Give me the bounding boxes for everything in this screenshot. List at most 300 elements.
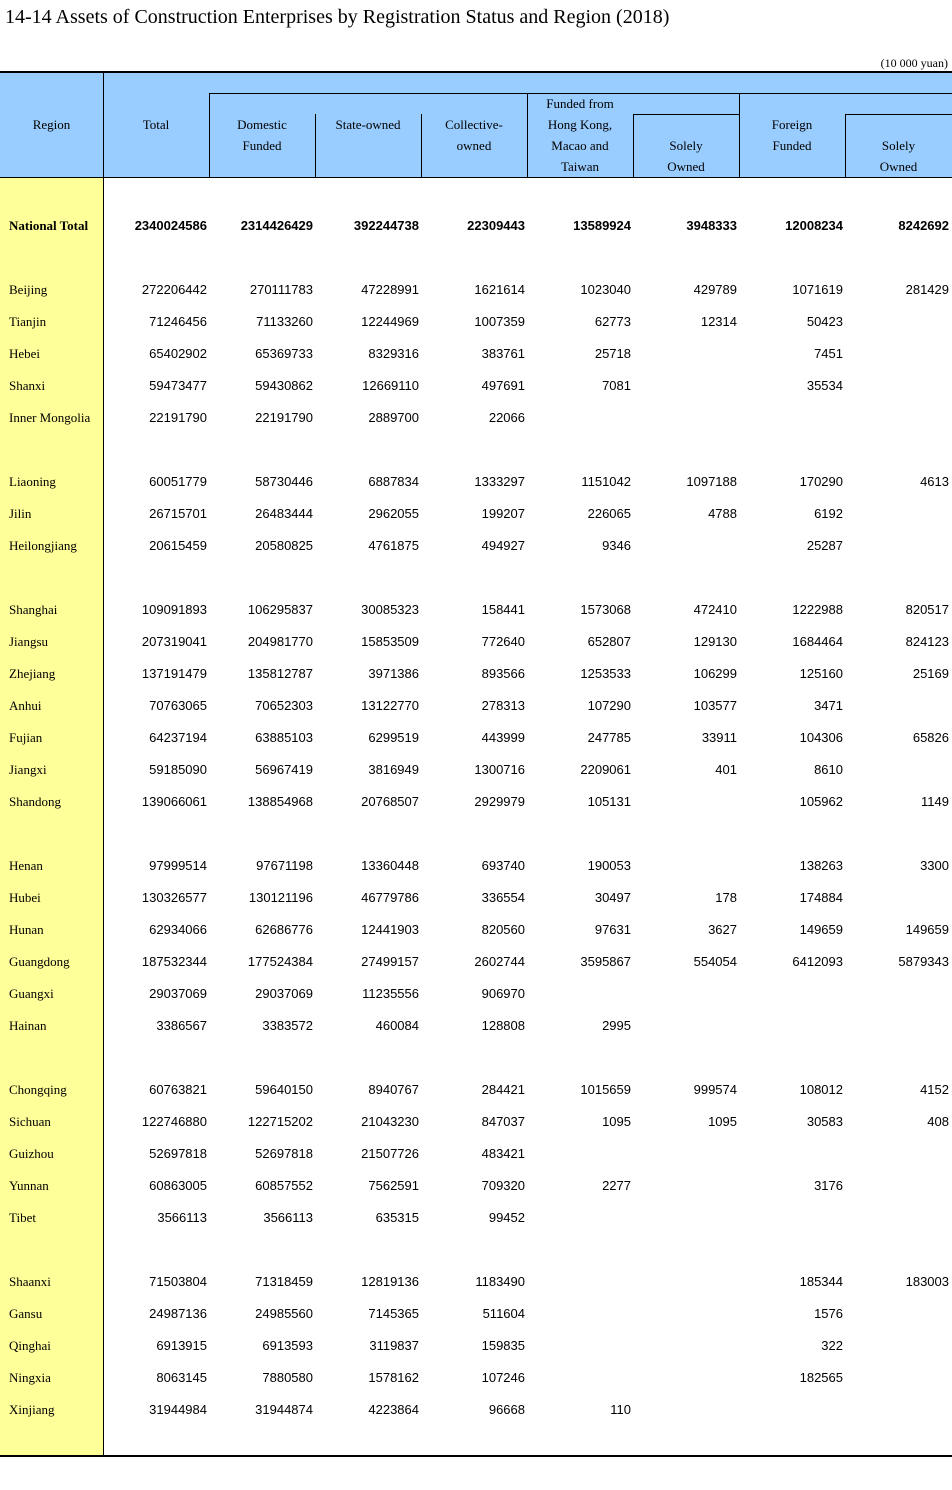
table-row (0, 216, 952, 236)
row-value: 31944984 (149, 1402, 207, 1417)
row-value: 999574 (693, 1082, 737, 1097)
row-value: 893566 (481, 666, 525, 681)
row-value: 107290 (587, 698, 631, 713)
row-value: 59430862 (255, 378, 313, 393)
row-value: 60857552 (255, 1178, 313, 1193)
row-value: 6192 (814, 506, 843, 521)
header-text: Foreign (771, 117, 813, 132)
row-value: 2602744 (474, 954, 525, 969)
row-value: 3627 (708, 922, 737, 937)
row-region: Zhejiang (9, 666, 56, 681)
header-text: Macao and (551, 138, 609, 153)
table-row (0, 1112, 952, 1132)
header-solely-owned-foreign (845, 135, 952, 177)
row-value: 60863005 (149, 1178, 207, 1193)
table-row (0, 1368, 952, 1388)
row-value: 3176 (814, 1178, 843, 1193)
table-row (0, 600, 952, 620)
row-value: 12441903 (361, 922, 419, 937)
table-row (0, 1336, 952, 1356)
table-row (0, 1016, 952, 1036)
row-region: Liaoning (9, 474, 56, 489)
row-value: 21043230 (361, 1114, 419, 1129)
table-row (0, 728, 952, 748)
row-value: 29037069 (255, 986, 313, 1001)
row-value: 3971386 (368, 666, 419, 681)
table-row (0, 536, 952, 556)
header-text: Owned (879, 159, 918, 174)
row-value: 6913593 (262, 1338, 313, 1353)
row-value: 278313 (481, 698, 525, 713)
table-row (0, 632, 952, 652)
row-value: 8329316 (368, 346, 419, 361)
row-region: Jiangsu (9, 634, 48, 649)
row-value: 159835 (481, 1338, 525, 1353)
header-foreign (739, 114, 845, 156)
row-value: 50423 (806, 314, 843, 329)
row-value: 105962 (799, 794, 843, 809)
row-value: 13589924 (573, 218, 631, 233)
row-region: Gansu (9, 1306, 43, 1321)
row-value: 59640150 (255, 1082, 313, 1097)
row-region: Shanxi (9, 378, 46, 393)
row-value: 772640 (481, 634, 525, 649)
table-title: 14-14 Assets of Construction Enterprises by Registration Status and Region (2018) (5, 6, 670, 28)
row-value: 7562591 (368, 1178, 419, 1193)
row-value: 138263 (799, 858, 843, 873)
row-value: 46779786 (361, 890, 419, 905)
row-value: 52697818 (255, 1146, 313, 1161)
table-row (0, 344, 952, 364)
row-value: 183003 (905, 1274, 949, 1289)
row-value: 1573068 (580, 602, 631, 617)
row-region: Xinjiang (9, 1402, 55, 1417)
row-value: 103577 (693, 698, 737, 713)
row-region: Jilin (9, 506, 32, 521)
row-value: 59473477 (149, 378, 207, 393)
header-text: Hong Kong, (547, 117, 613, 132)
row-value: 12008234 (785, 218, 843, 233)
row-region: Ningxia (9, 1370, 51, 1385)
row-value: 27499157 (361, 954, 419, 969)
row-value: 3386567 (156, 1018, 207, 1033)
row-value: 1576 (814, 1306, 843, 1321)
row-region: Qinghai (9, 1338, 51, 1353)
header-domestic (209, 114, 315, 156)
row-value: 130121196 (248, 890, 313, 905)
row-value: 1300716 (474, 762, 525, 777)
header-text: Solely (881, 138, 916, 153)
row-value: 483421 (481, 1146, 525, 1161)
row-region: Heilongjiang (9, 538, 77, 553)
row-value: 31944874 (255, 1402, 313, 1417)
row-value: 130326577 (141, 890, 207, 905)
header-text: Solely (669, 138, 703, 153)
row-value: 272206442 (141, 282, 207, 297)
row-value: 429789 (693, 282, 737, 297)
row-value: 97999514 (149, 858, 207, 873)
row-value: 3566113 (263, 1210, 313, 1225)
row-value: 472410 (693, 602, 737, 617)
row-value: 1023040 (580, 282, 631, 297)
row-value: 70652303 (255, 698, 313, 713)
row-value: 30583 (806, 1114, 843, 1129)
row-value: 3566113 (157, 1210, 207, 1225)
row-value: 62773 (594, 314, 631, 329)
row-value: 3595867 (580, 954, 631, 969)
row-value: 460084 (375, 1018, 419, 1033)
row-value: 8610 (814, 762, 843, 777)
row-value: 8242692 (898, 218, 949, 233)
table-row (0, 888, 952, 908)
table-row (0, 376, 952, 396)
row-value: 26715701 (149, 506, 207, 521)
row-value: 322 (821, 1338, 843, 1353)
table-row (0, 1176, 952, 1196)
row-value: 13122770 (361, 698, 419, 713)
row-region: Inner Mongolia (9, 410, 91, 425)
row-value: 2277 (602, 1178, 631, 1193)
row-value: 105131 (587, 794, 631, 809)
row-value: 11235556 (362, 986, 419, 1001)
row-value: 2962055 (368, 506, 419, 521)
row-region: Hebei (9, 346, 41, 361)
row-value: 177524384 (247, 954, 313, 969)
row-value: 12314 (700, 314, 737, 329)
table-row (0, 1144, 952, 1164)
row-region: Tibet (9, 1210, 36, 1225)
row-region: Anhui (9, 698, 42, 713)
header-solely-owned-hmt (633, 135, 739, 177)
row-value: 1149 (921, 794, 949, 809)
row-value: 65826 (912, 730, 949, 745)
table-row (0, 472, 952, 492)
row-value: 3300 (920, 858, 949, 873)
row-region: Hunan (9, 922, 44, 937)
header-text: Domestic (237, 117, 287, 132)
row-region: Sichuan (9, 1114, 51, 1129)
table-row (0, 760, 952, 780)
row-value: 7081 (602, 378, 631, 393)
header-text: Funded from (546, 96, 614, 111)
row-value: 71246456 (149, 314, 207, 329)
row-value: 70763065 (149, 698, 207, 713)
row-region: Shandong (9, 794, 61, 809)
row-value: 443999 (481, 730, 525, 745)
row-value: 635315 (375, 1210, 419, 1225)
row-value: 336554 (481, 890, 525, 905)
table-row (0, 280, 952, 300)
row-value: 207319041 (141, 634, 207, 649)
row-value: 137191479 (141, 666, 207, 681)
row-value: 7145365 (368, 1306, 419, 1321)
row-value: 185344 (799, 1274, 843, 1289)
row-value: 125160 (799, 666, 843, 681)
row-value: 554054 (693, 954, 737, 969)
header-state-owned (315, 114, 421, 135)
row-value: 6299519 (368, 730, 419, 745)
row-value: 847037 (481, 1114, 525, 1129)
row-value: 4788 (708, 506, 737, 521)
row-value: 30497 (594, 890, 631, 905)
row-value: 401 (715, 762, 737, 777)
row-value: 511604 (482, 1306, 525, 1321)
row-value: 408 (927, 1114, 949, 1129)
row-value: 1621614 (474, 282, 525, 297)
row-region: Yunnan (9, 1178, 49, 1193)
header-text: Region (32, 117, 71, 132)
divider (845, 114, 952, 115)
row-value: 1578162 (368, 1370, 419, 1385)
table-row (0, 664, 952, 684)
row-value: 182565 (799, 1370, 843, 1385)
row-value: 25718 (594, 346, 631, 361)
row-value: 3816949 (368, 762, 419, 777)
row-value: 8940767 (368, 1082, 419, 1097)
table-row (0, 696, 952, 716)
table-row (0, 1208, 952, 1228)
row-value: 1333297 (474, 474, 525, 489)
row-region: Shaanxi (9, 1274, 51, 1289)
row-value: 1071619 (792, 282, 843, 297)
row-value: 149659 (799, 922, 843, 937)
row-value: 22191790 (149, 410, 207, 425)
row-value: 1684464 (792, 634, 843, 649)
table-row (0, 984, 952, 1004)
row-value: 6913915 (156, 1338, 207, 1353)
row-value: 1095 (708, 1114, 737, 1129)
row-value: 820560 (481, 922, 525, 937)
row-value: 60051779 (149, 474, 207, 489)
row-value: 284421 (481, 1082, 525, 1097)
row-value: 139066061 (141, 794, 207, 809)
row-value: 4613 (920, 474, 949, 489)
header-text: Owned (667, 159, 705, 174)
row-value: 107246 (481, 1370, 525, 1385)
header-text: owned (456, 138, 492, 153)
row-value: 47228991 (361, 282, 419, 297)
row-value: 29037069 (149, 986, 207, 1001)
row-value: 52697818 (149, 1146, 207, 1161)
header-total (103, 114, 209, 135)
row-value: 7880580 (262, 1370, 313, 1385)
row-value: 1151042 (581, 474, 631, 489)
row-value: 71318459 (255, 1274, 313, 1289)
row-value: 26483444 (255, 506, 313, 521)
row-value: 24987136 (149, 1306, 207, 1321)
row-value: 1222988 (792, 602, 843, 617)
row-region: Guangdong (9, 954, 70, 969)
header-text: Funded (242, 138, 282, 153)
row-value: 20768507 (361, 794, 419, 809)
row-value: 693740 (481, 858, 525, 873)
row-region: Jiangxi (9, 762, 47, 777)
row-value: 1015659 (580, 1082, 631, 1097)
row-value: 65402902 (149, 346, 207, 361)
row-value: 12244969 (361, 314, 419, 329)
row-value: 190053 (587, 858, 631, 873)
row-value: 106299 (693, 666, 737, 681)
row-value: 108012 (799, 1082, 843, 1097)
row-value: 1253533 (580, 666, 631, 681)
row-value: 2314426429 (240, 218, 313, 233)
row-value: 110 (610, 1402, 631, 1417)
row-value: 906970 (481, 986, 525, 1001)
row-value: 226065 (587, 506, 631, 521)
unit-label: (10 000 yuan) (880, 56, 948, 70)
row-value: 129130 (693, 634, 737, 649)
row-value: 2340024586 (134, 218, 207, 233)
table-row (0, 408, 952, 428)
row-value: 178 (715, 890, 737, 905)
row-value: 1097188 (686, 474, 737, 489)
row-value: 497691 (481, 378, 525, 393)
row-region: Shanghai (9, 602, 58, 617)
row-value: 170290 (799, 474, 843, 489)
row-region: Fujian (9, 730, 43, 745)
header-text: Total (142, 117, 170, 132)
row-value: 158441 (481, 602, 525, 617)
header-region (0, 114, 103, 135)
row-value: 3119837 (369, 1338, 419, 1353)
row-value: 20580825 (255, 538, 313, 553)
row-region: Tianjin (9, 314, 47, 329)
row-value: 392244738 (353, 218, 419, 233)
row-value: 247785 (587, 730, 631, 745)
row-value: 62934066 (149, 922, 207, 937)
row-value: 4223864 (368, 1402, 419, 1417)
row-region: Beijing (9, 282, 48, 297)
table-row (0, 952, 952, 972)
header-text: Taiwan (560, 159, 600, 174)
header-collective (421, 114, 527, 156)
row-value: 6887834 (368, 474, 419, 489)
row-value: 96668 (488, 1402, 525, 1417)
row-value: 62686776 (255, 922, 313, 937)
row-value: 824123 (905, 634, 949, 649)
row-value: 25169 (912, 666, 949, 681)
row-value: 281429 (905, 282, 949, 297)
row-value: 6412093 (792, 954, 843, 969)
row-value: 122746880 (141, 1114, 207, 1129)
row-value: 8063145 (156, 1370, 207, 1385)
table-row (0, 1272, 952, 1292)
row-value: 383761 (481, 346, 525, 361)
row-value: 22066 (488, 410, 525, 425)
row-region: Chongqing (9, 1082, 67, 1097)
row-value: 2929979 (474, 794, 525, 809)
row-value: 2995 (602, 1018, 631, 1033)
row-region: Guizhou (9, 1146, 54, 1161)
row-value: 33911 (701, 730, 737, 745)
divider (0, 177, 952, 178)
table-row (0, 1080, 952, 1100)
row-value: 4761875 (368, 538, 419, 553)
row-value: 820517 (905, 602, 949, 617)
row-value: 15853509 (361, 634, 419, 649)
row-value: 122715202 (247, 1114, 313, 1129)
row-value: 71503804 (149, 1274, 207, 1289)
row-value: 204981770 (247, 634, 313, 649)
row-value: 135812787 (247, 666, 313, 681)
row-value: 22191790 (255, 410, 313, 425)
row-value: 64237194 (149, 730, 207, 745)
row-value: 4152 (920, 1082, 949, 1097)
row-value: 1095 (602, 1114, 631, 1129)
row-value: 99452 (488, 1210, 525, 1225)
row-value: 9346 (602, 538, 631, 553)
row-value: 65369733 (255, 346, 313, 361)
row-value: 7451 (814, 346, 843, 361)
header-text: State-owned (335, 117, 401, 132)
row-value: 174884 (799, 890, 843, 905)
row-region: Hubei (9, 890, 41, 905)
table-row (0, 920, 952, 940)
row-value: 97671198 (256, 858, 313, 873)
row-value: 104306 (799, 730, 843, 745)
row-value: 1007359 (474, 314, 525, 329)
row-value: 128808 (481, 1018, 525, 1033)
header-text: Collective- (445, 117, 503, 132)
row-value: 12819136 (361, 1274, 419, 1289)
row-value: 652807 (587, 634, 631, 649)
row-value: 2889700 (368, 410, 419, 425)
row-value: 494927 (481, 538, 525, 553)
row-value: 59185090 (149, 762, 207, 777)
row-value: 3471 (814, 698, 843, 713)
row-value: 97631 (594, 922, 631, 937)
row-value: 21507726 (361, 1146, 419, 1161)
table-row (0, 792, 952, 812)
row-value: 709320 (481, 1178, 525, 1193)
row-value: 22309443 (467, 218, 525, 233)
row-value: 199207 (481, 506, 525, 521)
row-region: National Total (9, 218, 89, 233)
row-value: 60763821 (149, 1082, 207, 1097)
table-row (0, 1304, 952, 1324)
row-value: 270111783 (249, 282, 313, 297)
row-value: 71133260 (256, 314, 313, 329)
row-value: 35534 (806, 378, 843, 393)
table-row (0, 856, 952, 876)
row-value: 138854968 (247, 794, 313, 809)
row-value: 30085323 (361, 602, 419, 617)
header-hmt (527, 93, 633, 177)
row-region: Guangxi (9, 986, 54, 1001)
row-value: 187532344 (141, 954, 207, 969)
row-value: 13360448 (361, 858, 419, 873)
table-row (0, 504, 952, 524)
row-value: 12669110 (362, 378, 419, 393)
row-value: 24985560 (255, 1306, 313, 1321)
row-value: 56967419 (255, 762, 313, 777)
row-value: 3383572 (262, 1018, 313, 1033)
table-row (0, 312, 952, 332)
row-value: 63885103 (255, 730, 313, 745)
row-value: 2209061 (580, 762, 631, 777)
row-region: Henan (9, 858, 43, 873)
header-text: Funded (772, 138, 812, 153)
row-value: 3948333 (686, 218, 737, 233)
row-value: 25287 (806, 538, 843, 553)
row-region: Hainan (9, 1018, 47, 1033)
row-value: 20615459 (149, 538, 207, 553)
divider (633, 114, 739, 115)
row-value: 149659 (905, 922, 949, 937)
row-value: 109091893 (141, 602, 207, 617)
table-row (0, 1400, 952, 1420)
row-value: 58730446 (255, 474, 313, 489)
